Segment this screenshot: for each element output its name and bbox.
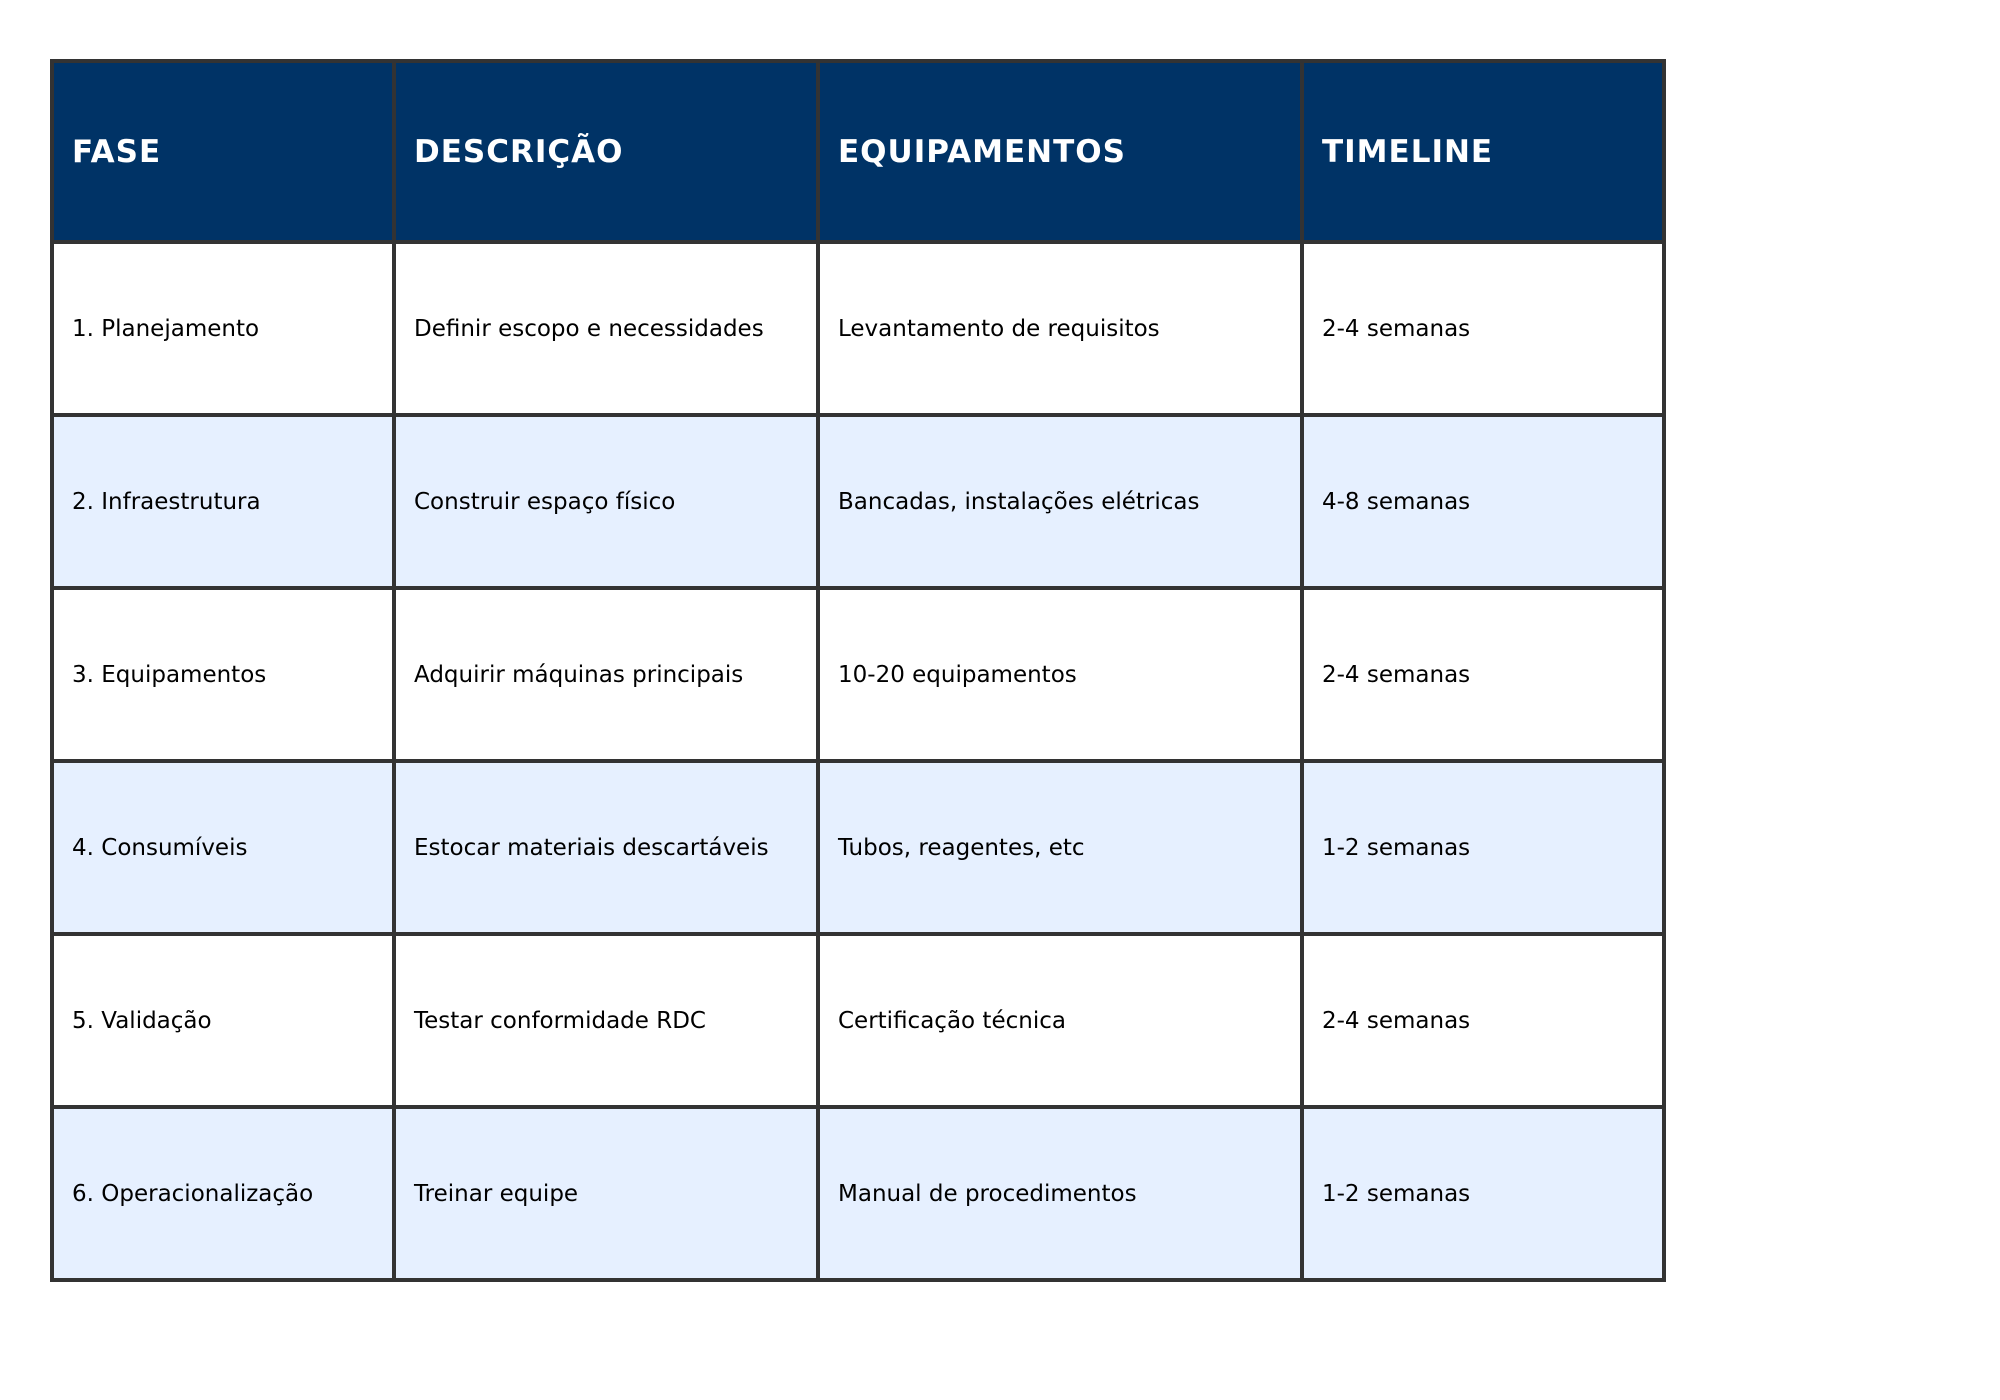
cell-fase: 6. Operacionalização <box>52 1107 394 1280</box>
cell-descricao: Definir escopo e necessidades <box>394 242 818 415</box>
cell-equipamentos: Bancadas, instalações elétricas <box>818 415 1302 588</box>
header-descricao: DESCRIÇÃO <box>394 61 818 242</box>
cell-fase: 1. Planejamento <box>52 242 394 415</box>
cell-timeline: 1-2 semanas <box>1302 1107 1664 1280</box>
cell-timeline: 2-4 semanas <box>1302 242 1664 415</box>
table-row <box>52 588 1664 761</box>
cell-timeline: 4-8 semanas <box>1302 415 1664 588</box>
cell-equipamentos: Levantamento de requisitos <box>818 242 1302 415</box>
cell-fase: 2. Infraestrutura <box>52 415 394 588</box>
header-equipamentos: EQUIPAMENTOS <box>818 61 1302 242</box>
cell-timeline: 1-2 semanas <box>1302 761 1664 934</box>
table-row <box>52 415 1664 588</box>
cell-fase: 5. Validação <box>52 934 394 1107</box>
cell-timeline: 2-4 semanas <box>1302 588 1664 761</box>
cell-fase: 4. Consumíveis <box>52 761 394 934</box>
header-fase: FASE <box>52 61 394 242</box>
cell-equipamentos: Certificação técnica <box>818 934 1302 1107</box>
table-row <box>52 761 1664 934</box>
cell-fase: 3. Equipamentos <box>52 588 394 761</box>
table-row <box>52 1107 1664 1280</box>
cell-equipamentos: Tubos, reagentes, etc <box>818 761 1302 934</box>
cell-timeline: 2-4 semanas <box>1302 934 1664 1107</box>
cell-descricao: Treinar equipe <box>394 1107 818 1280</box>
cell-descricao: Testar conformidade RDC <box>394 934 818 1107</box>
table-body <box>52 242 1664 1280</box>
header-row <box>52 61 1664 242</box>
cell-equipamentos: Manual de procedimentos <box>818 1107 1302 1280</box>
table-row <box>52 242 1664 415</box>
table-header <box>52 61 1664 242</box>
cell-descricao: Adquirir máquinas principais <box>394 588 818 761</box>
phase-table-container <box>50 59 1662 1282</box>
cell-descricao: Construir espaço físico <box>394 415 818 588</box>
header-timeline: TIMELINE <box>1302 61 1664 242</box>
cell-descricao: Estocar materiais descartáveis <box>394 761 818 934</box>
phase-table <box>50 59 1666 1282</box>
cell-equipamentos: 10-20 equipamentos <box>818 588 1302 761</box>
table-row <box>52 934 1664 1107</box>
